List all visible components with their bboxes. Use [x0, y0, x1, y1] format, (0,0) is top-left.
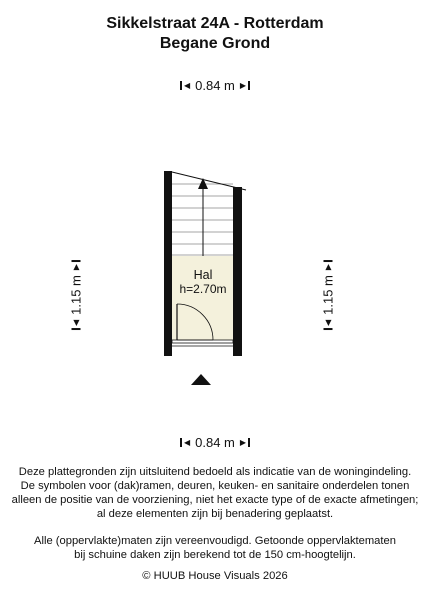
arrow-right-icon: ▶	[71, 263, 81, 271]
page-title: Sikkelstraat 24A - Rotterdam	[106, 15, 324, 32]
disclaimer-line: bij schuine daken zijn berekend tot de 150 cm-hoogtelijn.	[74, 549, 356, 561]
disclaimer-line: De symbolen voor (dak)ramen, deuren, keuken- en sanitaire onderdelen tonen	[20, 480, 410, 492]
dimension-bottom-label: 0.84 m	[195, 434, 235, 450]
room-name: Hal	[193, 268, 213, 282]
arrow-right-icon: ▶	[239, 437, 247, 447]
arrow-left-icon: ◀	[71, 319, 81, 327]
disclaimer-line: alleen de positie van de voorziening, niet het exacte type of de exacte afmetingen;	[11, 494, 419, 506]
arrow-right-icon: ▶	[323, 263, 333, 271]
arrow-left-icon: ◀	[183, 437, 191, 447]
disclaimer-paragraph-1	[0, 465, 430, 521]
dimension-left-label: 1.15 m	[68, 275, 84, 315]
disclaimer-line: Deze plattegronden zijn uitsluitend bedoeld als indicatie van de woningindeling.	[18, 466, 412, 478]
disclaimer-line: Alle (oppervlakte)maten zijn vereenvoudigd. Getoonde oppervlaktematen	[34, 535, 396, 547]
arrow-right-icon: ▶	[239, 80, 247, 90]
disclaimer-line: al deze elementen zijn bij benadering geplaatst.	[96, 508, 334, 520]
dimension-right-label: 1.15 m	[320, 275, 336, 315]
north-arrow-icon	[191, 374, 211, 385]
copyright: © HUUB House Visuals 2026	[142, 570, 288, 582]
floor-subtitle: Begane Grond	[159, 35, 271, 52]
arrow-left-icon: ◀	[323, 319, 333, 327]
door-threshold	[172, 340, 233, 343]
arrow-left-icon: ◀	[183, 80, 191, 90]
disclaimer-paragraph-2	[0, 534, 430, 562]
room-height: h=2.70m	[179, 282, 227, 296]
dimension-top-label: 0.84 m	[195, 77, 235, 93]
wall-left	[164, 171, 172, 356]
